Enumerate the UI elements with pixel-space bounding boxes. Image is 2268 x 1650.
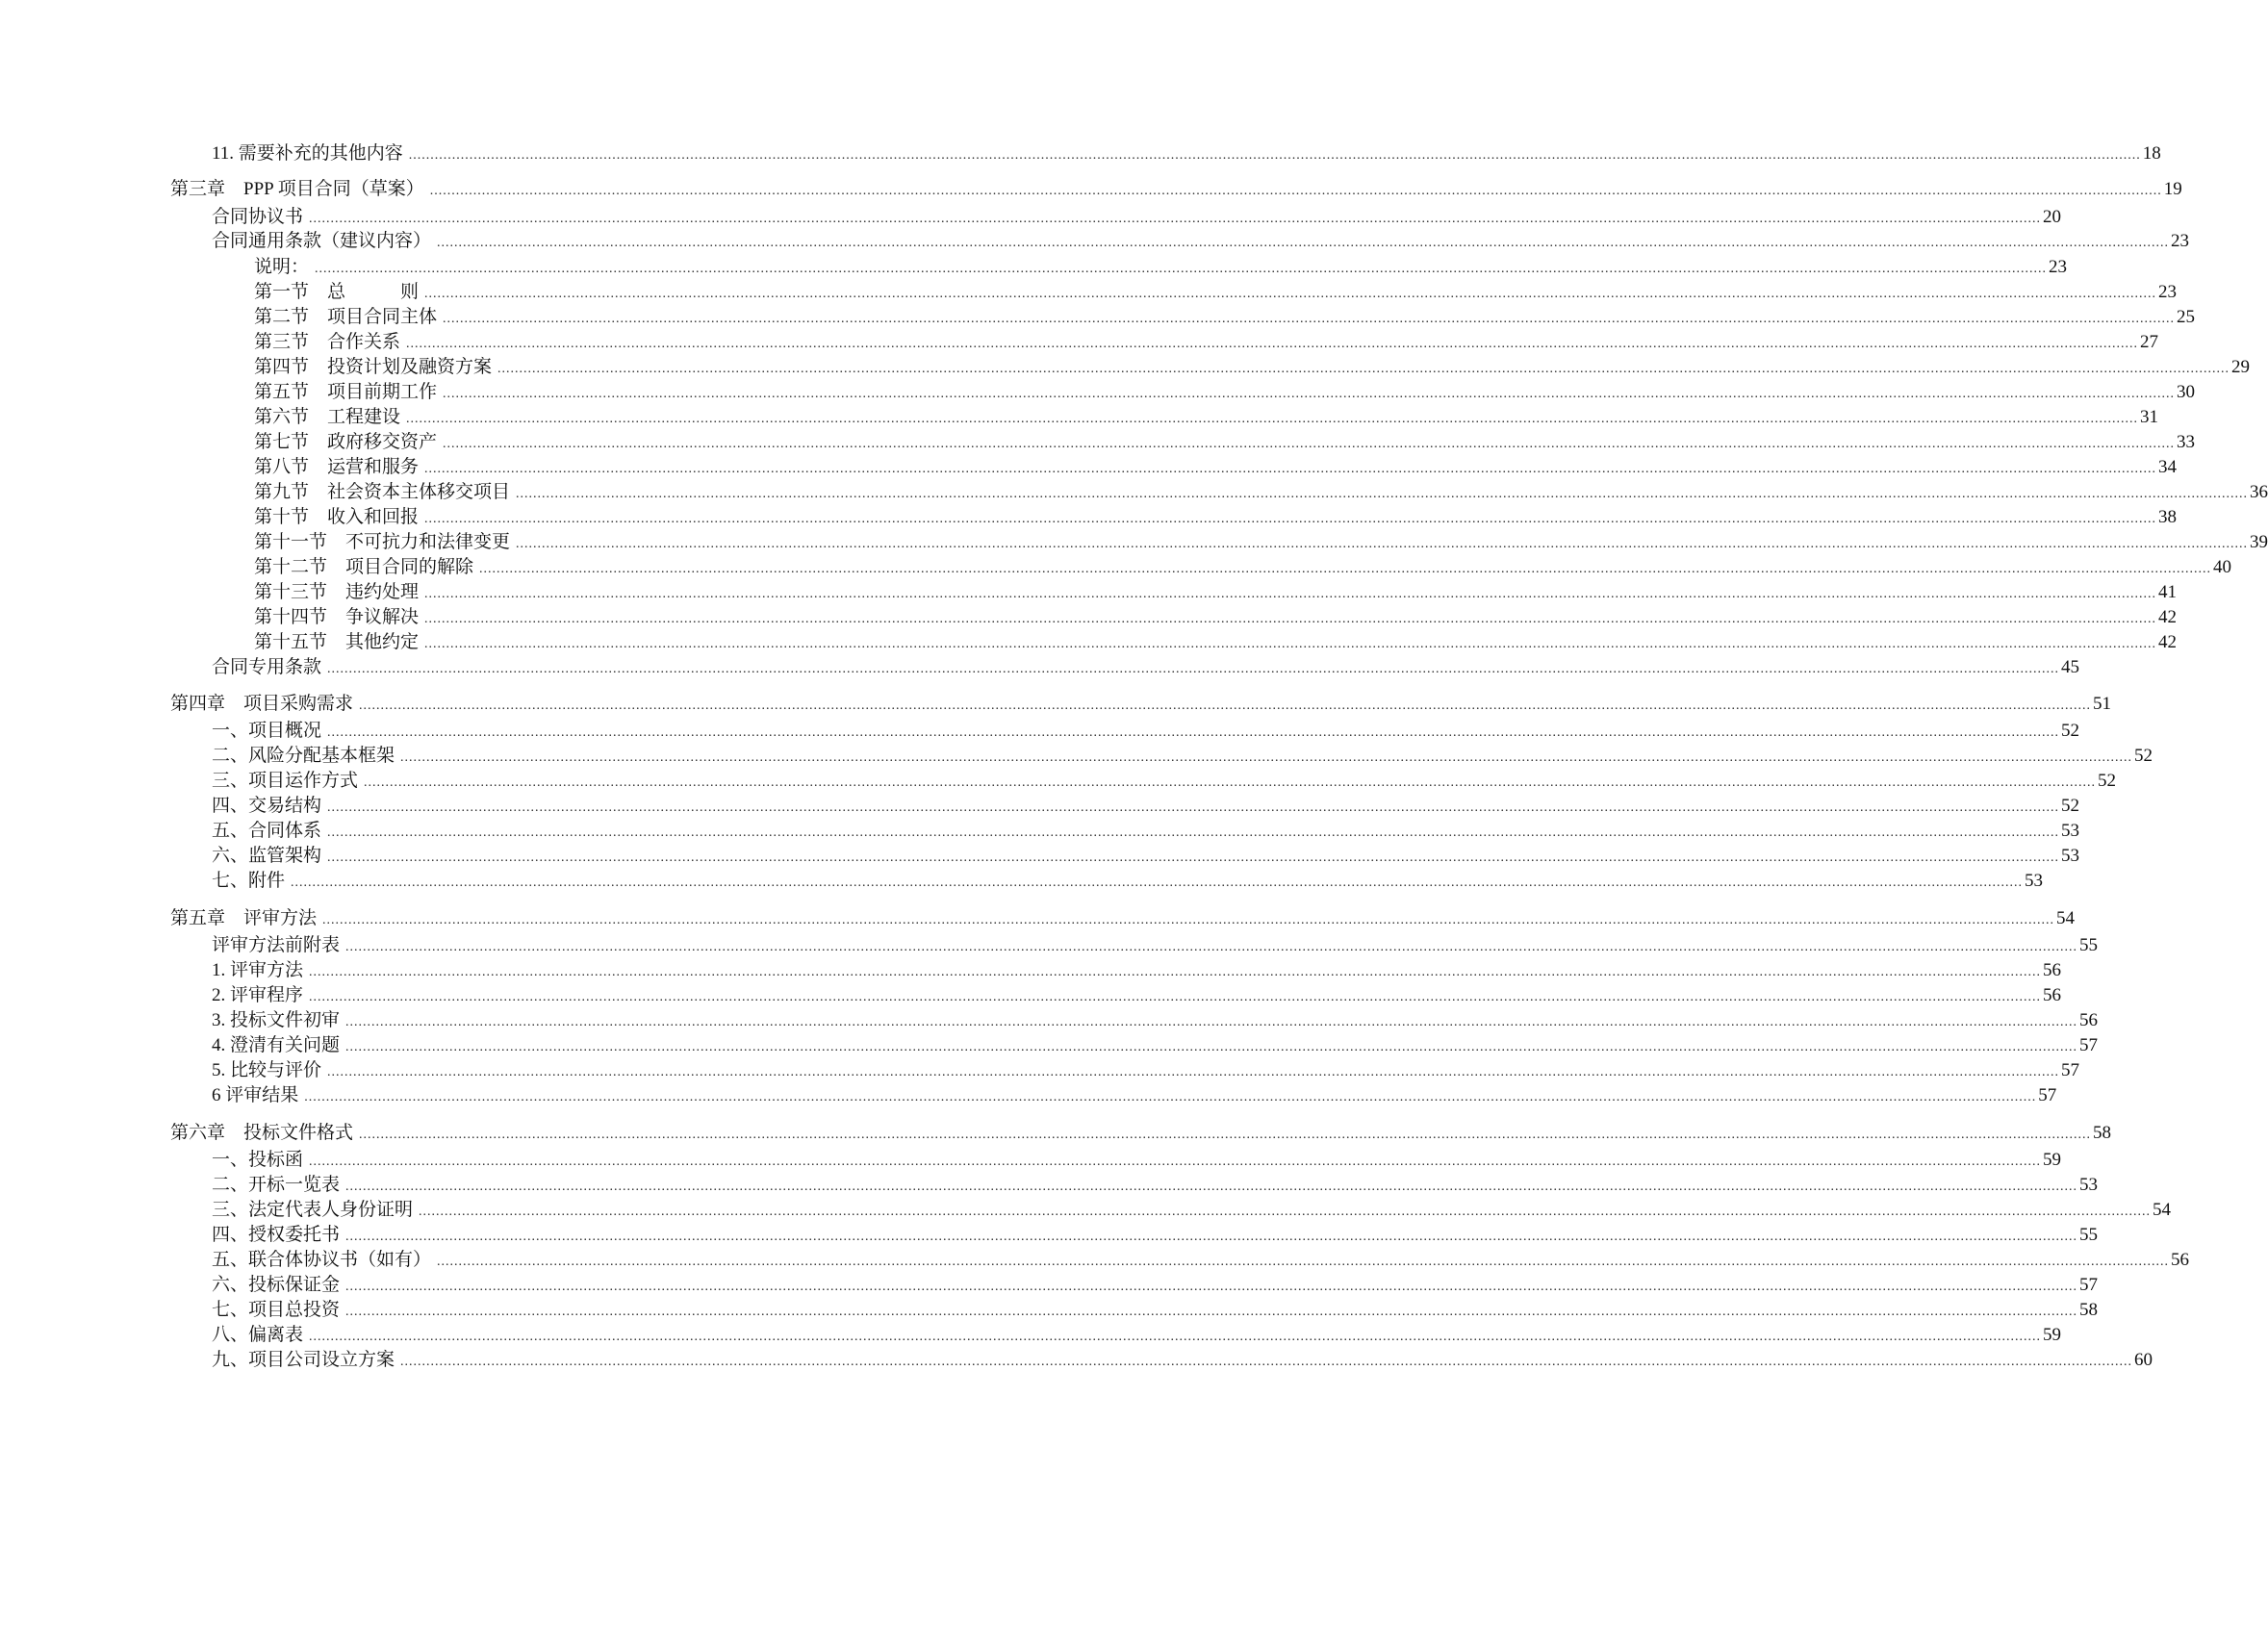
toc-entry-label: 合同通用条款（建议内容） — [212, 231, 432, 251]
toc-page-number: 25 — [2177, 307, 2196, 327]
toc-page-number: 53 — [2061, 821, 2080, 841]
toc-page-number: 23 — [2158, 282, 2178, 302]
toc-page-number: 20 — [2043, 207, 2062, 227]
dot-leader: ................................................................................................................................................................................................................................................................................................................................................................................................................ — [408, 148, 2141, 163]
dot-leader: ................................................................................................................................................................................................................................................................................................................................................................................................................ — [309, 1330, 2042, 1344]
toc-chapter-entry[interactable] — [170, 176, 2182, 203]
toc-page-number: 52 — [2098, 771, 2117, 791]
dot-leader: ................................................................................................................................................................................................................................................................................................................................................................................................................ — [309, 965, 2042, 979]
toc-entry-label: 四、交易结构 — [212, 796, 322, 816]
toc-page-number: 53 — [2061, 846, 2080, 866]
toc-page-number: 31 — [2140, 407, 2159, 427]
dot-leader: ................................................................................................................................................................................................................................................................................................................................................................................................................ — [345, 1230, 2078, 1244]
toc-page-number: 36 — [2250, 482, 2268, 502]
toc-entry-label: 六、监管架构 — [212, 846, 322, 866]
toc-entry-label: 4. 澄清有关问题 — [212, 1035, 341, 1055]
toc-entry[interactable] — [212, 743, 2153, 770]
dot-leader: ................................................................................................................................................................................................................................................................................................................................................................................................................ — [345, 1180, 2078, 1194]
toc-entry[interactable] — [254, 354, 2251, 381]
toc-entry[interactable] — [212, 1032, 2099, 1059]
toc-entry[interactable] — [254, 629, 2178, 656]
toc-entry[interactable] — [254, 379, 2196, 406]
toc-chapter-entry[interactable] — [170, 691, 2112, 718]
toc-page-number: 58 — [2093, 1123, 2112, 1143]
dot-leader: ................................................................................................................................................................................................................................................................................................................................................................................................................ — [291, 876, 2024, 890]
dot-leader: ................................................................................................................................................................................................................................................................................................................................................................................................................ — [359, 1128, 2092, 1142]
dot-leader: ................................................................................................................................................................................................................................................................................................................................................................................................................ — [322, 913, 2055, 927]
toc-page-number: 56 — [2171, 1250, 2190, 1270]
toc-entry-label: 合同协议书 — [212, 207, 304, 227]
toc-entry-label: 第九节 社会资本主体移交项目 — [254, 482, 511, 502]
dot-leader: ................................................................................................................................................................................................................................................................................................................................................................................................................ — [429, 184, 2162, 198]
toc-page-number: 34 — [2158, 457, 2178, 477]
toc-entry[interactable] — [212, 957, 2062, 984]
toc-page-number: 18 — [2142, 143, 2161, 164]
toc-page-number: 59 — [2043, 1325, 2062, 1345]
toc-entry-label: 第四章 项目采购需求 — [170, 694, 354, 714]
toc-page-number: 41 — [2158, 582, 2178, 602]
toc-entry-label: 七、附件 — [212, 871, 286, 891]
toc-page-number: 55 — [2079, 1225, 2099, 1245]
toc-entry-label: 八、偏离表 — [212, 1325, 304, 1345]
dot-leader: ................................................................................................................................................................................................................................................................................................................................................................................................................ — [364, 775, 2097, 790]
toc-page-number: 23 — [2171, 231, 2190, 251]
dot-leader: ................................................................................................................................................................................................................................................................................................................................................................................................................ — [419, 1205, 2152, 1219]
toc-entry[interactable] — [212, 932, 2099, 959]
toc-entry-label: 第八节 运营和服务 — [254, 457, 420, 477]
dot-leader: ................................................................................................................................................................................................................................................................................................................................................................................................................ — [424, 287, 2157, 301]
toc-entry-label: 1. 评审方法 — [212, 960, 304, 980]
dot-leader: ................................................................................................................................................................................................................................................................................................................................................................................................................ — [359, 698, 2092, 713]
dot-leader: ................................................................................................................................................................................................................................................................................................................................................................................................................ — [345, 1305, 2078, 1319]
toc-entry-label: 第十一节 不可抗力和法律变更 — [254, 532, 511, 552]
toc-page-number: 53 — [2079, 1175, 2099, 1195]
toc-page-number: 19 — [2163, 179, 2182, 199]
toc-entry[interactable] — [212, 204, 2062, 231]
toc-chapter-entry[interactable] — [170, 1120, 2112, 1147]
dot-leader: ................................................................................................................................................................................................................................................................................................................................................................................................................ — [424, 637, 2157, 651]
toc-entry[interactable] — [254, 454, 2178, 481]
toc-entry[interactable] — [212, 718, 2080, 745]
toc-entry-label: 六、投标保证金 — [212, 1275, 341, 1295]
toc-entry-label: 第十节 收入和回报 — [254, 507, 420, 527]
toc-page-number: 30 — [2177, 382, 2196, 402]
toc-entry-label: 3. 投标文件初审 — [212, 1010, 341, 1030]
dot-leader: ................................................................................................................................................................................................................................................................................................................................................................................................................ — [424, 512, 2157, 526]
toc-page-number: 52 — [2061, 721, 2080, 741]
toc-entry[interactable] — [254, 579, 2178, 606]
toc-entry[interactable] — [212, 1197, 2172, 1224]
dot-leader: ................................................................................................................................................................................................................................................................................................................................................................................................................ — [327, 1065, 2060, 1079]
toc-entry[interactable] — [212, 654, 2080, 681]
toc-entry-label: 第十三节 违约处理 — [254, 582, 420, 602]
dot-leader: ................................................................................................................................................................................................................................................................................................................................................................................................................ — [327, 825, 2060, 840]
toc-entry[interactable] — [212, 1347, 2153, 1374]
toc-entry[interactable] — [212, 843, 2080, 870]
toc-entry-label: 三、项目运作方式 — [212, 771, 359, 791]
dot-leader: ................................................................................................................................................................................................................................................................................................................................................................................................................ — [327, 725, 2060, 740]
toc-entry[interactable] — [212, 1222, 2099, 1249]
toc-page-number: 40 — [2213, 557, 2232, 577]
toc-entry[interactable] — [212, 793, 2080, 820]
toc-entry-label: 第六节 工程建设 — [254, 407, 401, 427]
dot-leader: ................................................................................................................................................................................................................................................................................................................................................................................................................ — [309, 1155, 2042, 1169]
toc-entry-label: 第十二节 项目合同的解除 — [254, 557, 474, 577]
dot-leader: ................................................................................................................................................................................................................................................................................................................................................................................................................ — [516, 537, 2249, 551]
dot-leader: ................................................................................................................................................................................................................................................................................................................................................................................................................ — [406, 412, 2139, 426]
toc-entry[interactable] — [212, 868, 2044, 895]
toc-entry-label: 第三节 合作关系 — [254, 332, 401, 352]
toc-page-number: 56 — [2043, 985, 2062, 1005]
dot-leader: ................................................................................................................................................................................................................................................................................................................................................................................................................ — [327, 850, 2060, 865]
toc-entry-label: 七、项目总投资 — [212, 1300, 341, 1320]
toc-entry[interactable] — [212, 1172, 2099, 1199]
toc-entry[interactable] — [212, 818, 2080, 845]
dot-leader: ................................................................................................................................................................................................................................................................................................................................................................................................................ — [424, 462, 2157, 476]
toc-page-number: 57 — [2061, 1060, 2080, 1080]
toc-entry-label: 一、项目概况 — [212, 721, 322, 741]
toc-page-number: 56 — [2079, 1010, 2099, 1030]
toc-entry[interactable] — [254, 554, 2232, 581]
toc-entry[interactable] — [212, 228, 2190, 255]
toc-entry[interactable] — [254, 404, 2159, 431]
toc-entry[interactable] — [212, 1082, 2057, 1109]
toc-entry-label: 五、合同体系 — [212, 821, 322, 841]
dot-leader: ................................................................................................................................................................................................................................................................................................................................................................................................................ — [345, 1040, 2078, 1054]
toc-entry-label: 二、开标一览表 — [212, 1175, 341, 1195]
toc-page-number: 42 — [2158, 607, 2178, 627]
dot-leader: ................................................................................................................................................................................................................................................................................................................................................................................................................ — [345, 940, 2078, 954]
toc-page-number: 59 — [2043, 1150, 2062, 1170]
dot-leader: ................................................................................................................................................................................................................................................................................................................................................................................................................ — [443, 312, 2176, 326]
toc-page-number: 55 — [2079, 935, 2099, 955]
toc-page-number: 57 — [2038, 1085, 2057, 1105]
toc-entry[interactable] — [254, 429, 2196, 456]
toc-page-number: 33 — [2177, 432, 2196, 452]
dot-leader: ................................................................................................................................................................................................................................................................................................................................................................................................................ — [479, 562, 2212, 576]
toc-entry-label: 三、法定代表人身份证明 — [212, 1200, 414, 1220]
toc-page-number: 29 — [2231, 357, 2251, 377]
toc-entry-label: 五、联合体协议书（如有） — [212, 1250, 432, 1270]
toc-entry[interactable] — [254, 504, 2178, 531]
dot-leader: ................................................................................................................................................................................................................................................................................................................................................................................................................ — [400, 1355, 2133, 1369]
toc-entry-label: 2. 评审程序 — [212, 985, 304, 1005]
toc-entry[interactable] — [212, 1272, 2099, 1299]
dot-leader: ................................................................................................................................................................................................................................................................................................................................................................................................................ — [304, 1090, 2037, 1104]
toc-entry-label: 第五节 项目前期工作 — [254, 382, 438, 402]
toc-page-number: 51 — [2093, 694, 2112, 714]
dot-leader: ................................................................................................................................................................................................................................................................................................................................................................................................................ — [437, 236, 2170, 250]
toc-page-number: 54 — [2056, 908, 2076, 928]
toc-page-number: 52 — [2134, 746, 2153, 766]
dot-leader: ................................................................................................................................................................................................................................................................................................................................................................................................................ — [497, 362, 2230, 376]
toc-page-number: 42 — [2158, 632, 2178, 652]
toc-page-number: 57 — [2079, 1275, 2099, 1295]
toc-page-number: 52 — [2061, 796, 2080, 816]
toc-page-number: 53 — [2025, 871, 2044, 891]
toc-entry-label: 第七节 政府移交资产 — [254, 432, 438, 452]
toc-entry[interactable] — [212, 140, 2161, 167]
toc-page-number: 54 — [2153, 1200, 2172, 1220]
toc-entry[interactable] — [212, 768, 2117, 795]
toc-entry-label: 九、项目公司设立方案 — [212, 1350, 395, 1370]
dot-leader: ................................................................................................................................................................................................................................................................................................................................................................................................................ — [424, 587, 2157, 601]
dot-leader: ................................................................................................................................................................................................................................................................................................................................................................................................................ — [437, 1255, 2170, 1269]
dot-leader: ................................................................................................................................................................................................................................................................................................................................................................................................................ — [327, 662, 2060, 676]
dot-leader: ................................................................................................................................................................................................................................................................................................................................................................................................................ — [309, 212, 2042, 226]
toc-chapter-entry[interactable] — [170, 905, 2076, 932]
dot-leader: ................................................................................................................................................................................................................................................................................................................................................................................................................ — [406, 337, 2139, 351]
toc-entry-label: 二、风险分配基本框架 — [212, 746, 395, 766]
toc-page-number: 38 — [2158, 507, 2178, 527]
toc-entry[interactable] — [254, 329, 2159, 356]
toc-page-number: 39 — [2250, 532, 2268, 552]
toc-entry-label: 第五章 评审方法 — [170, 908, 318, 928]
toc-entry-label: 第三章 PPP 项目合同（草案） — [170, 179, 424, 199]
toc-page-number: 23 — [2049, 257, 2068, 277]
toc-entry[interactable] — [212, 1247, 2190, 1274]
toc-entry[interactable] — [212, 1057, 2080, 1084]
toc-entry[interactable] — [254, 604, 2178, 631]
toc-entry[interactable] — [254, 304, 2196, 331]
dot-leader: ................................................................................................................................................................................................................................................................................................................................................................................................................ — [345, 1015, 2078, 1029]
toc-entry[interactable] — [254, 479, 2268, 506]
toc-entry-label: 说明： — [254, 257, 310, 277]
toc-entry[interactable] — [254, 254, 2068, 281]
dot-leader: ................................................................................................................................................................................................................................................................................................................................................................................................................ — [315, 262, 2048, 276]
dot-leader: ................................................................................................................................................................................................................................................................................................................................................................................................................ — [309, 990, 2042, 1004]
toc-entry-label: 评审方法前附表 — [212, 935, 341, 955]
dot-leader: ................................................................................................................................................................................................................................................................................................................................................................................................................ — [327, 800, 2060, 815]
toc-entry[interactable] — [212, 982, 2062, 1009]
toc-entry-label: 第十五节 其他约定 — [254, 632, 420, 652]
toc-entry-label: 四、授权委托书 — [212, 1225, 341, 1245]
toc-entry[interactable] — [212, 1007, 2099, 1034]
dot-leader: ................................................................................................................................................................................................................................................................................................................................................................................................................ — [424, 612, 2157, 626]
toc-entry[interactable] — [212, 1322, 2062, 1349]
dot-leader: ................................................................................................................................................................................................................................................................................................................................................................................................................ — [443, 387, 2176, 401]
toc-entry-label: 第十四节 争议解决 — [254, 607, 420, 627]
toc-page-number: 58 — [2079, 1300, 2099, 1320]
toc-entry-label: 6 评审结果 — [212, 1085, 299, 1105]
toc-entry-label: 一、投标函 — [212, 1150, 304, 1170]
toc-entry[interactable] — [254, 279, 2178, 306]
toc-entry[interactable] — [212, 1147, 2062, 1174]
toc-entry-label: 第四节 投资计划及融资方案 — [254, 357, 493, 377]
toc-entry[interactable] — [254, 529, 2268, 556]
toc-entry-label: 第六章 投标文件格式 — [170, 1123, 354, 1143]
toc-page-number: 27 — [2140, 332, 2159, 352]
dot-leader: ................................................................................................................................................................................................................................................................................................................................................................................................................ — [516, 487, 2249, 501]
toc-entry-label: 第二节 项目合同主体 — [254, 307, 438, 327]
toc-entry[interactable] — [212, 1297, 2099, 1324]
toc-entry-label: 第一节 总 则 — [254, 282, 420, 302]
toc-page-number: 45 — [2061, 657, 2080, 677]
dot-leader: ................................................................................................................................................................................................................................................................................................................................................................................................................ — [400, 750, 2133, 765]
toc-page-number: 56 — [2043, 960, 2062, 980]
dot-leader: ................................................................................................................................................................................................................................................................................................................................................................................................................ — [443, 437, 2176, 451]
toc-page-number: 60 — [2134, 1350, 2153, 1370]
toc-entry-label: 5. 比较与评价 — [212, 1060, 322, 1080]
dot-leader: ................................................................................................................................................................................................................................................................................................................................................................................................................ — [345, 1280, 2078, 1294]
toc-entry-label: 11. 需要补充的其他内容 — [212, 143, 403, 164]
toc-entry-label: 合同专用条款 — [212, 657, 322, 677]
toc-page-number: 57 — [2079, 1035, 2099, 1055]
